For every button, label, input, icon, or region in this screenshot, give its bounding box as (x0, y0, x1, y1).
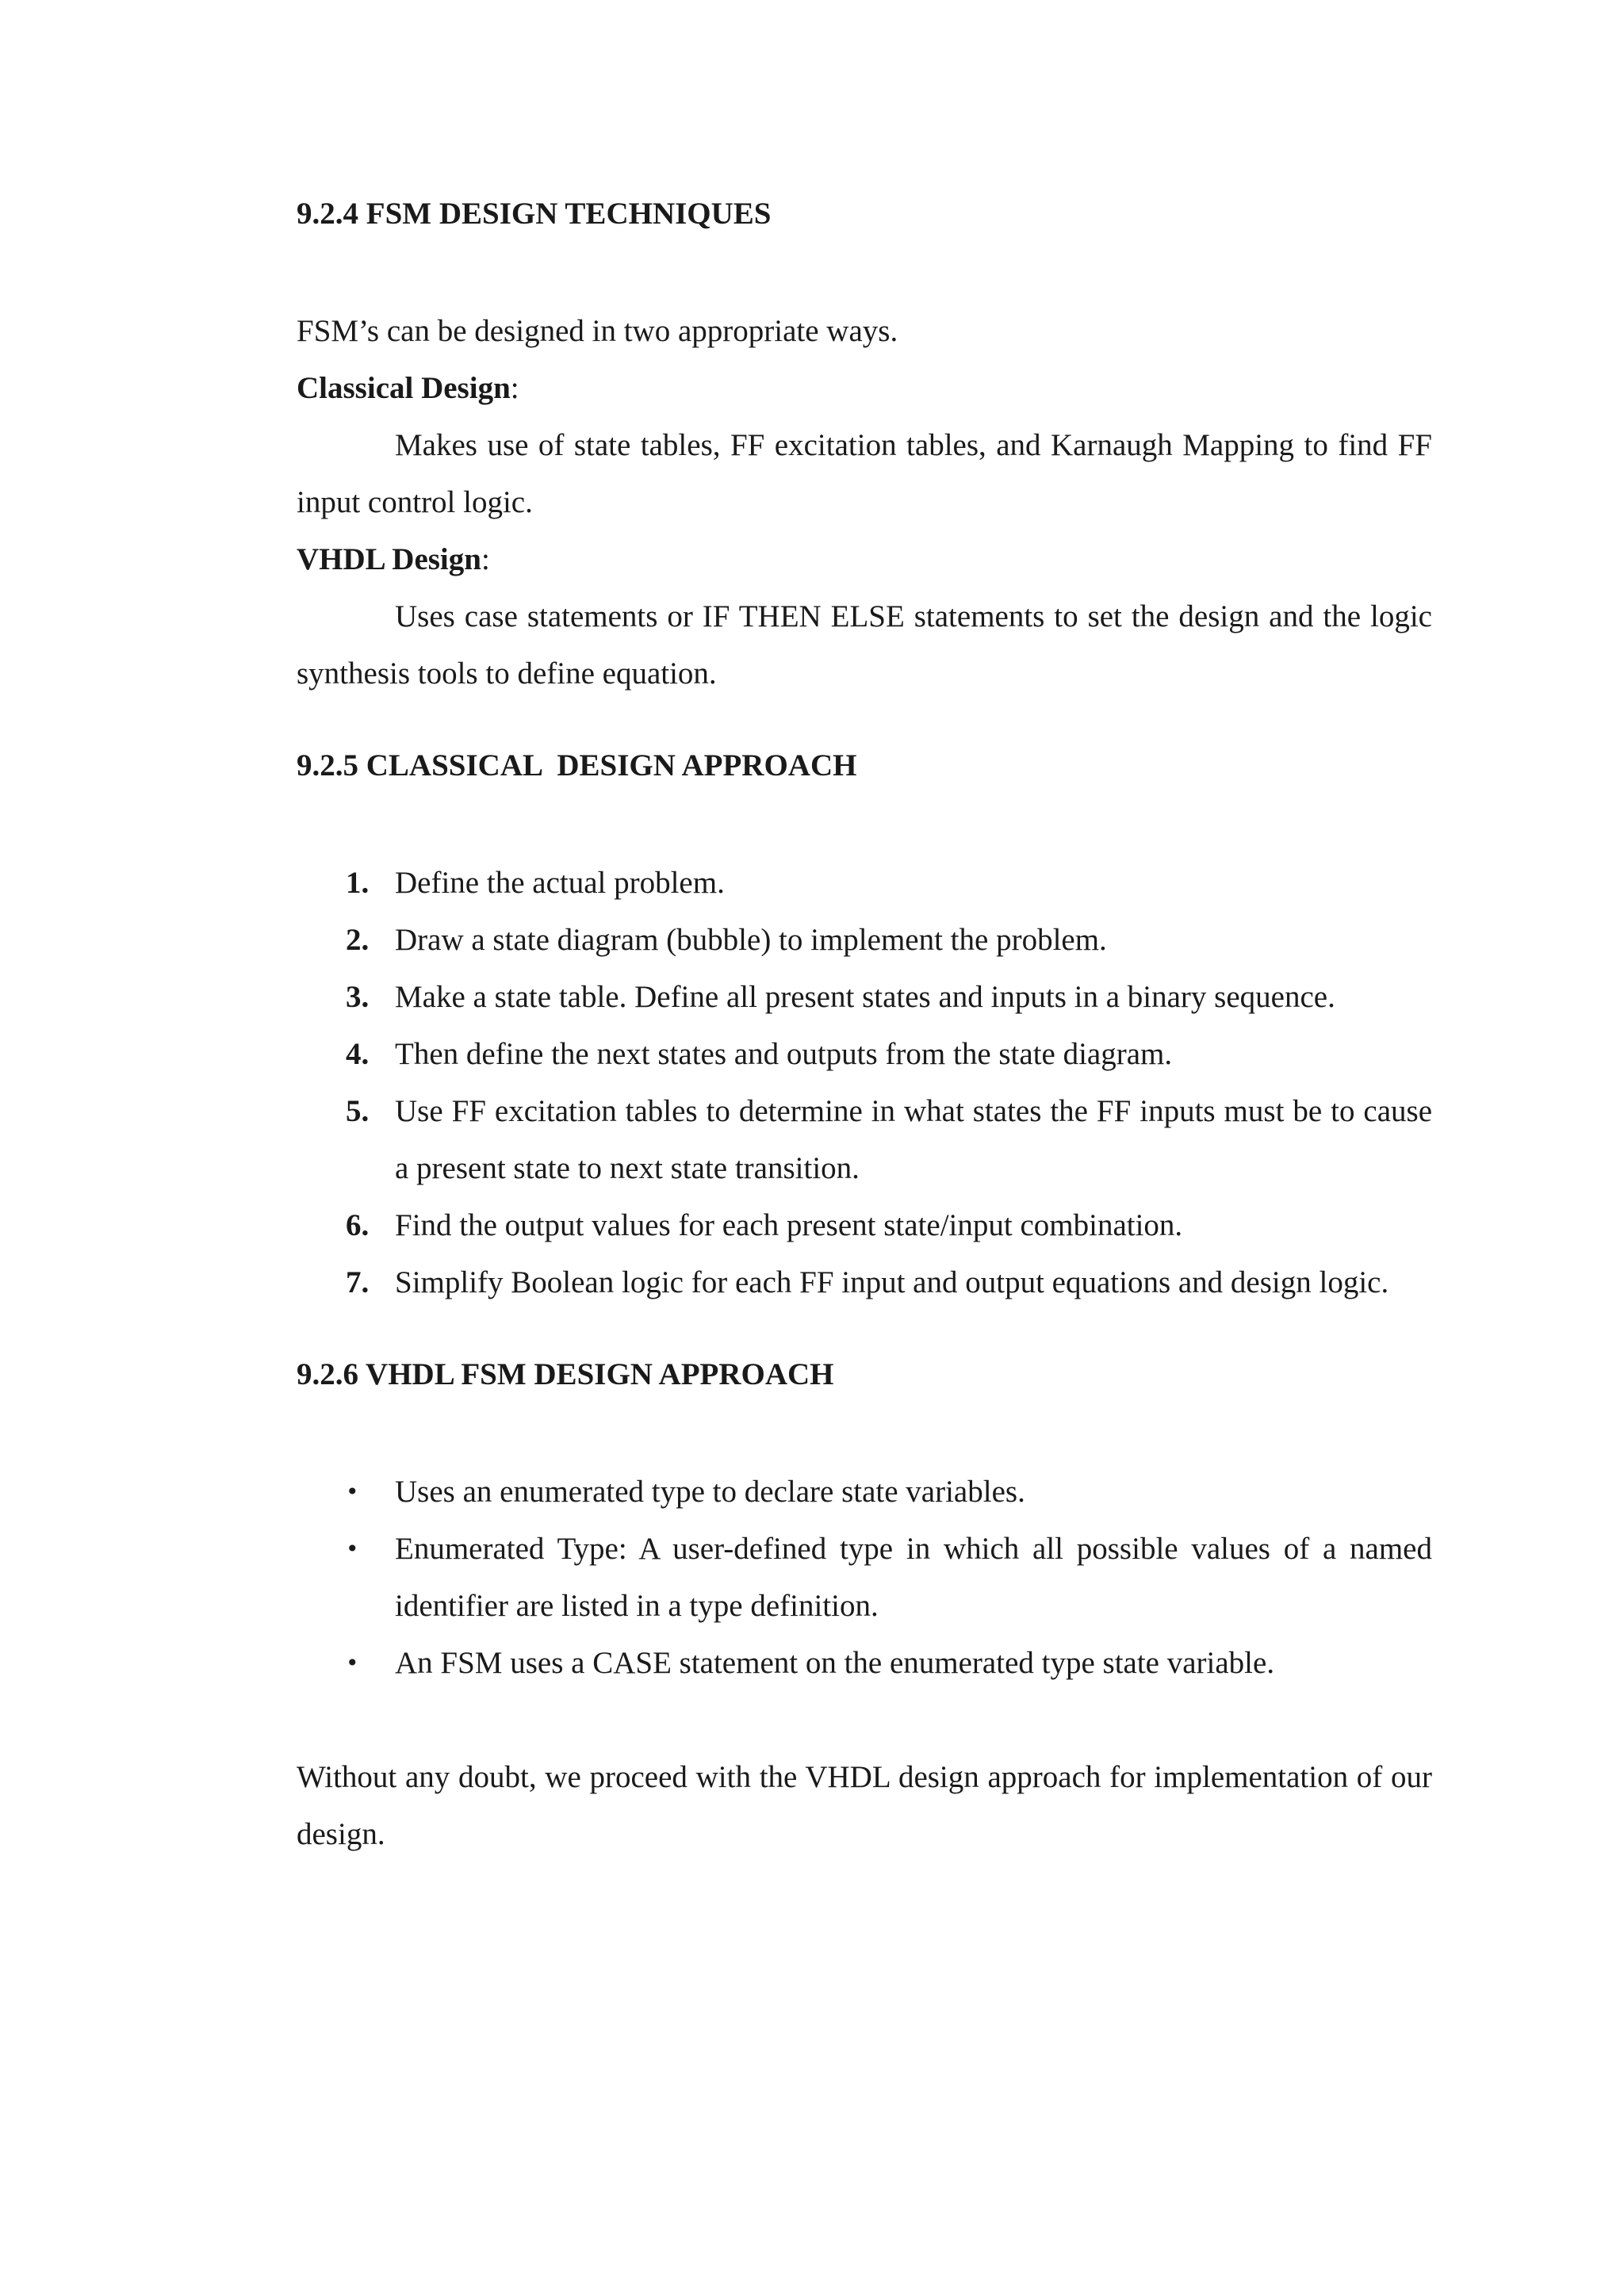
list-item (346, 1521, 1432, 1635)
step-number: 5. (346, 1094, 370, 1128)
list-item (346, 1083, 1432, 1197)
step-number: 4. (346, 1037, 370, 1071)
bullet-text: Enumerated Type: A user-defined type in which all possible values of a named identifier are listed in a type definition. (395, 1532, 1432, 1623)
step-number: 1. (346, 866, 370, 900)
step-number: 7. (346, 1265, 370, 1299)
list-item (346, 855, 1432, 912)
vhdl-design-label-text: VHDL Design (297, 542, 481, 576)
list-item (346, 1464, 1432, 1521)
step-text: Simplify Boolean logic for each FF input and output equations and design logic. (395, 1265, 1389, 1299)
list-item (346, 1026, 1432, 1083)
section-heading-9-2-6: 9.2.6 VHDL FSM DESIGN APPROACH (297, 1357, 834, 1391)
bullet-icon: • (346, 1479, 359, 1505)
bullet-icon: • (346, 1536, 359, 1562)
intro-paragraph: FSM’s can be designed in two appropriate ways. (297, 314, 898, 348)
step-text: Draw a state diagram (bubble) to implement the problem. (395, 923, 1107, 957)
classical-design-label: Classical Design: (297, 371, 519, 405)
vhdl-design-label: VHDL Design: (297, 542, 490, 576)
step-number: 2. (346, 923, 370, 957)
list-item (346, 1197, 1432, 1254)
conclusion-paragraph: Without any doubt, we proceed with the VHDL design approach for implementation of our design. (297, 1760, 1432, 1851)
section-heading-9-2-4: 9.2.4 FSM DESIGN TECHNIQUES (297, 197, 772, 231)
bullet-icon: • (346, 1650, 359, 1676)
step-number: 3. (346, 980, 370, 1014)
section-heading-9-2-5: 9.2.5 CLASSICAL DESIGN APPROACH (297, 748, 857, 783)
list-item (346, 1254, 1432, 1311)
step-text: Then define the next states and outputs from the state diagram. (395, 1037, 1173, 1071)
classical-design-text: Makes use of state tables, FF excitation tables, and Karnaugh Mapping to find FF input control logic. (297, 428, 1432, 519)
vhdl-design-text: Uses case statements or IF THEN ELSE statements to set the design and the logic synthesis tools to define equation. (297, 599, 1432, 691)
step-text: Define the actual problem. (395, 866, 725, 900)
bullet-text: Uses an enumerated type to declare state variables. (395, 1475, 1025, 1509)
classical-design-label-text: Classical Design (297, 371, 511, 405)
step-number: 6. (346, 1208, 370, 1242)
list-item (346, 912, 1432, 969)
list-item (346, 1635, 1432, 1692)
bullet-text: An FSM uses a CASE statement on the enumerated type state variable. (395, 1646, 1275, 1680)
step-text: Make a state table. Define all present states and inputs in a binary sequence. (395, 980, 1335, 1014)
step-text: Find the output values for each present state/input combination. (395, 1208, 1183, 1242)
classical-steps-list (297, 855, 1432, 1311)
vhdl-approach-list (297, 1464, 1432, 1692)
step-text: Use FF excitation tables to determine in what states the FF inputs must be to cause a present state to next state transition. (395, 1094, 1432, 1185)
page-content (297, 190, 1432, 1863)
list-item (346, 969, 1432, 1026)
